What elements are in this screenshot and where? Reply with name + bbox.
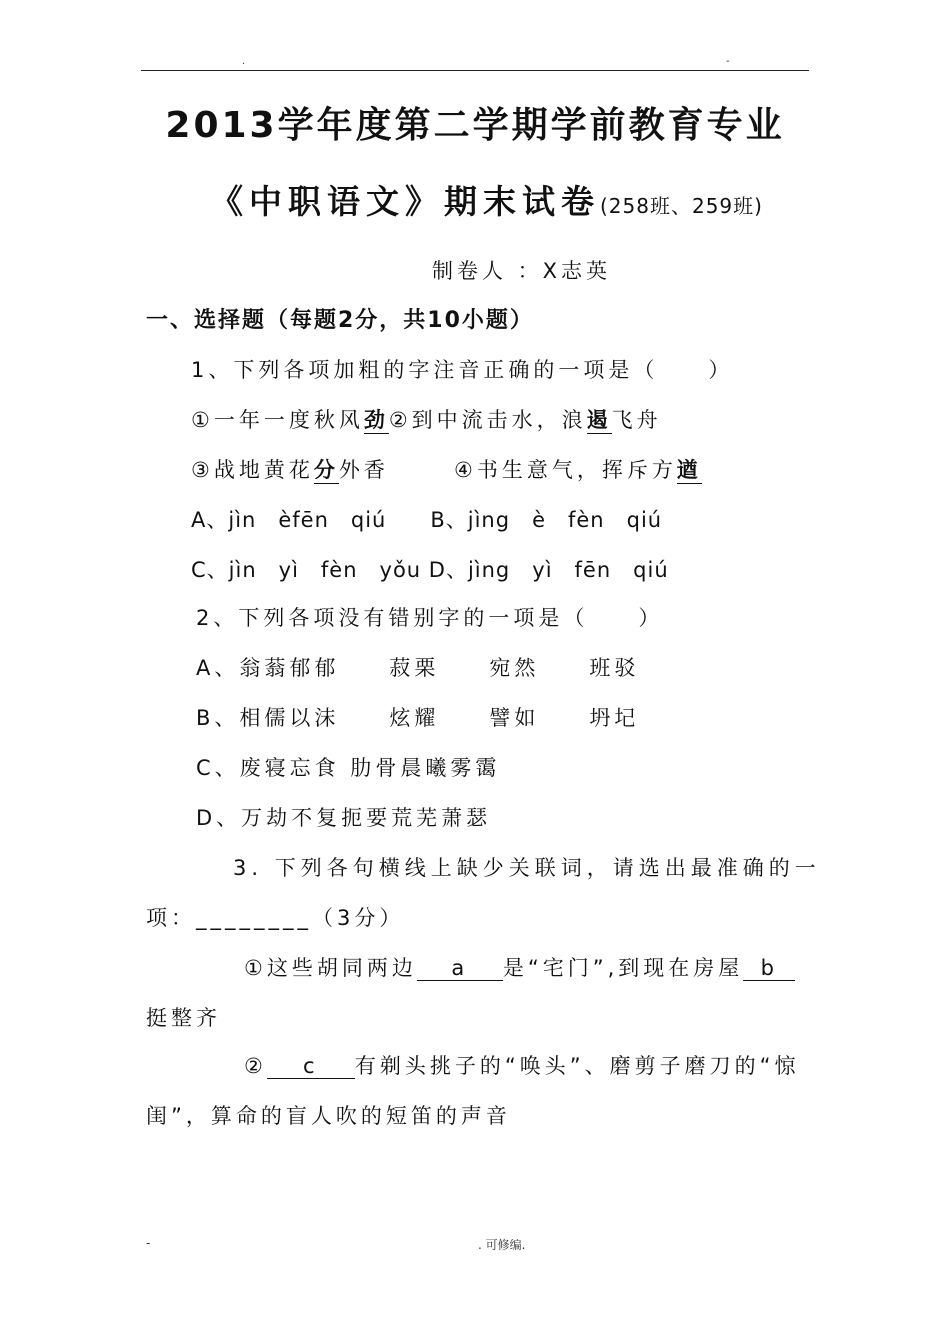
q3-s2-pre: ② [244,1054,267,1078]
footer-note: . 可修编. [478,1238,526,1252]
header-right-mark: - [726,56,730,67]
q1-items-row1 [191,404,662,434]
q3-sentence1 [244,952,795,982]
q1-items-row2-right [454,454,702,484]
q2-option-d: D、万劫不复扼要荒芜萧瑟 [196,806,492,830]
q2-option-c: C、废寝忘食 肋骨晨曦雾霭 [196,756,501,780]
q3-blank-a: a [417,956,503,981]
q1-option-cd: C、jìn yì fèn yǒu D、jìng yì fēn qiú [191,558,669,582]
q1-item2-bold: 遏 [586,408,612,432]
exam-title-line1: 2013学年度第二学期学前教育专业 [165,105,785,146]
q1-stem: 1、下列各项加粗的字注音正确的一项是（ ） [191,358,734,382]
q3-stem-line1: 3. 下列各句横线上缺少关联词，请选出最准确的一 [233,856,821,880]
q3-stem-line2: 项：________（3分） [146,906,405,930]
section-heading: 一、选择题（每题2分，共10小题） [146,308,534,333]
q3-sentence2 [244,1050,799,1080]
q1-item4-text: ④书生意气，挥斥方 [454,458,677,482]
exam-title-main: 《中职语文》期末试卷 [210,182,600,221]
q2-option-b: B、相儒以沫 炫耀 譬如 坍圮 [196,706,640,730]
exam-title-classes: (258班、259班) [600,194,763,218]
q3-blank-c: c [267,1054,355,1079]
q2-stem: 2、下列各项没有错别字的一项是（ ） [196,606,664,630]
q1-item3-bold: 分 [313,458,339,482]
q3-s1-pre: ①这些胡同两边 [244,956,417,980]
q3-sentence2-cont: 闺”，算命的盲人吹的短笛的声音 [146,1104,511,1128]
q1-item1-text: ①一年一度秋风 [191,408,364,432]
q3-blank-b: b [743,956,795,981]
q1-item2-text: ②到中流击水，浪 [388,408,587,432]
q1-option-ab: A、jìn èfēn qiú B、jìng è fèn qiú [191,508,663,532]
footer-left-mark: - [146,1236,151,1250]
header-left-mark: . [242,56,246,67]
q1-item3-text: ③战地黄花 [191,458,314,482]
q1-item3-post: 外香 [338,458,389,482]
exam-title-line2 [210,176,763,223]
q3-s1-mid: 是“宅门”,到现在房屋 [502,956,744,980]
q3-sentence1-cont: 挺整齐 [146,1006,221,1030]
q1-item4-bold: 遒 [676,458,702,482]
q3-s2-mid: 有剃头挑子的“唤头”、磨剪子磨刀的“惊 [354,1054,800,1078]
header-rule [141,70,809,71]
author-line: 制卷人 ：X志英 [432,259,612,283]
q1-item2-post: 飞舟 [611,408,662,432]
q1-item1-bold: 劲 [363,408,389,432]
q1-items-row2 [191,454,389,484]
q2-option-a: A、翁蓊郁郁 菽栗 宛然 班驳 [196,656,640,680]
